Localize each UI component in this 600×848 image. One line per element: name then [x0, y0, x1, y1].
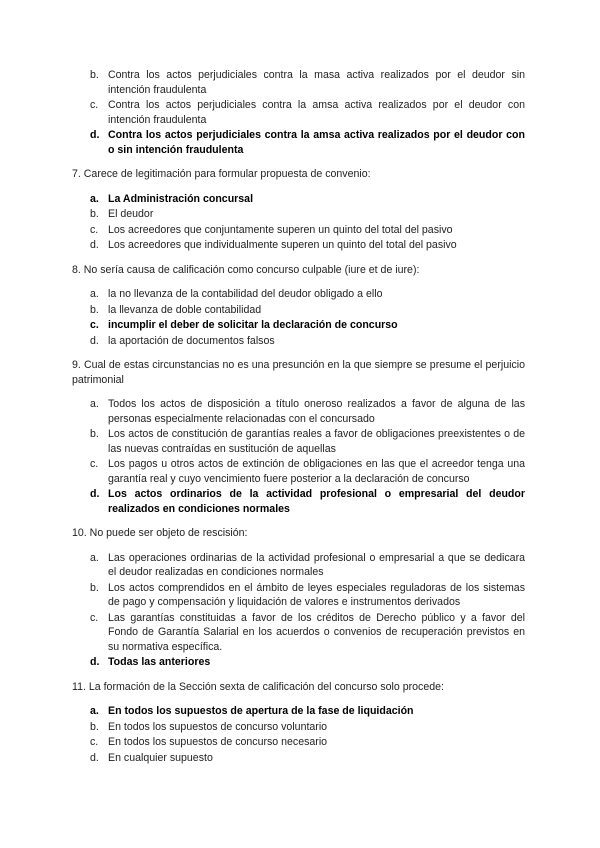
option-text: la no llevanza de la contabilidad del deudor obligado a ello — [108, 288, 383, 300]
answer-option — [72, 303, 525, 318]
answer-option — [72, 720, 525, 735]
option-letter: c. — [90, 319, 99, 331]
question-text: 11. La formación de la Sección sexta de calificación del concurso solo procede: — [72, 680, 444, 693]
option-letter: a. — [90, 288, 99, 300]
option-letter: b. — [90, 720, 99, 733]
option-letter: d. — [90, 656, 100, 668]
answer-option — [72, 223, 525, 238]
option-text: En todos los supuestos de concurso necesario — [108, 736, 328, 748]
option-letter: b. — [90, 303, 99, 316]
answer-option — [72, 457, 525, 486]
answer-option-correct — [72, 318, 525, 333]
option-text: Los actos de constitución de garantías reales a favor de obligaciones preexistentes o de las nuevas contraídas en sustitución de aquellas — [108, 428, 525, 455]
option-letter: c. — [90, 99, 99, 111]
answer-option — [72, 427, 525, 456]
question-block — [72, 680, 525, 766]
answer-option — [72, 238, 525, 253]
document-content — [72, 68, 525, 766]
answer-option — [72, 397, 525, 426]
question-block — [72, 68, 525, 157]
option-text: Los actos comprendidos en el ámbito de leyes especiales reguladoras de los sistemas de pago y compensación y liquidación de valores e instrumentos derivados — [108, 581, 525, 608]
answer-option-correct — [72, 704, 525, 719]
answer-option — [72, 551, 525, 580]
option-text: Todos los actos de disposición a título oneroso realizados a favor de alguna de las personas especialmente relacionadas con el concursado — [108, 398, 525, 425]
answer-option-correct — [72, 128, 525, 157]
option-text: Los acreedores que conjuntamente superen un quinto del total del pasivo — [108, 223, 453, 236]
answer-option — [72, 287, 525, 302]
option-letter: c. — [90, 458, 99, 470]
answer-option — [72, 581, 525, 610]
option-letter: a. — [90, 398, 99, 410]
question-text: 9. Cual de estas circunstancias no es una presunción en la que siempre se presume el perjuicio patrimonial — [72, 359, 525, 386]
answer-option — [72, 611, 525, 655]
option-text: En todos los supuestos de apertura de la fase de liquidación — [108, 705, 414, 717]
option-letter: a. — [90, 551, 99, 564]
answer-option — [72, 751, 525, 766]
option-letter: d. — [90, 239, 99, 251]
option-text: la llevanza de doble contabilidad — [108, 303, 262, 316]
option-letter: d. — [90, 334, 99, 347]
question-block — [72, 526, 525, 670]
option-letter: a. — [90, 705, 99, 717]
option-letter: b. — [90, 428, 99, 440]
option-text: Contra los actos perjudiciales contra la amsa activa realizados por el deudor con o sin intención fraudulenta — [108, 129, 525, 156]
option-text: la aportación de documentos falsos — [108, 334, 275, 347]
question-block — [72, 263, 525, 349]
answer-option — [72, 735, 525, 750]
answer-option-correct — [72, 655, 525, 670]
option-text: En cualquier supuesto — [108, 751, 213, 764]
option-text: Las operaciones ordinarias de la actividad profesional o empresarial a que se dedicara el deudor realizadas en condiciones normales — [108, 551, 525, 578]
option-text: En todos los supuestos de concurso voluntario — [108, 720, 328, 733]
question-text: 7. Carece de legitimación para formular propuesta de convenio: — [72, 168, 371, 180]
option-text: incumplir el deber de solicitar la declaración de concurso — [108, 319, 398, 331]
answer-options-list — [72, 397, 525, 516]
question-block — [72, 358, 525, 516]
answer-options-list — [72, 192, 525, 253]
option-text: Los actos ordinarios de la actividad profesional o empresarial del deudor realizados en condiciones normales — [108, 488, 525, 515]
answer-option — [72, 334, 525, 349]
answer-options-list — [72, 704, 525, 765]
option-text: Los acreedores que individualmente superen un quinto del total del pasivo — [108, 239, 457, 251]
option-text: Todas las anteriores — [108, 656, 211, 668]
option-letter: b. — [90, 208, 99, 220]
option-letter: a. — [90, 192, 99, 205]
option-letter: d. — [90, 129, 100, 141]
answer-option-correct — [72, 487, 525, 516]
option-letter: b. — [90, 69, 99, 81]
option-letter: c. — [90, 223, 99, 236]
option-letter: c. — [90, 736, 99, 748]
option-letter: d. — [90, 488, 100, 500]
answer-options-list — [72, 287, 525, 348]
option-text: Contra los actos perjudiciales contra la masa activa realizados por el deudor sin intención fraudulenta — [108, 69, 525, 96]
option-text: Contra los actos perjudiciales contra la amsa activa realizados por el deudor con intención fraudulenta — [108, 99, 525, 126]
option-text: La Administración concursal — [108, 192, 254, 205]
option-text: Las garantías constituidas a favor de los créditos de Derecho público y a favor del Fondo de Garantía Salarial en los acuerdos o convenios de recuperación previstos en su normativa específica. — [108, 611, 525, 653]
option-text: Los pagos u otros actos de extinción de obligaciones en las que el acreedor tenga una garantía real y cuyo vencimiento fuere posterior a la declaración de concurso — [108, 458, 525, 485]
answer-option — [72, 98, 525, 127]
answer-option — [72, 68, 525, 97]
answer-options-list — [72, 68, 525, 157]
question-block — [72, 167, 525, 253]
question-text: 8. No sería causa de calificación como concurso culpable (iure et de iure): — [72, 263, 420, 276]
option-letter: d. — [90, 751, 99, 764]
answer-option — [72, 207, 525, 222]
option-letter: c. — [90, 611, 99, 624]
option-text: El deudor — [108, 208, 154, 220]
option-letter: b. — [90, 581, 99, 594]
question-text: 10. No puede ser objeto de rescisión: — [72, 527, 248, 539]
answer-option-correct — [72, 192, 525, 207]
answer-options-list — [72, 551, 525, 670]
